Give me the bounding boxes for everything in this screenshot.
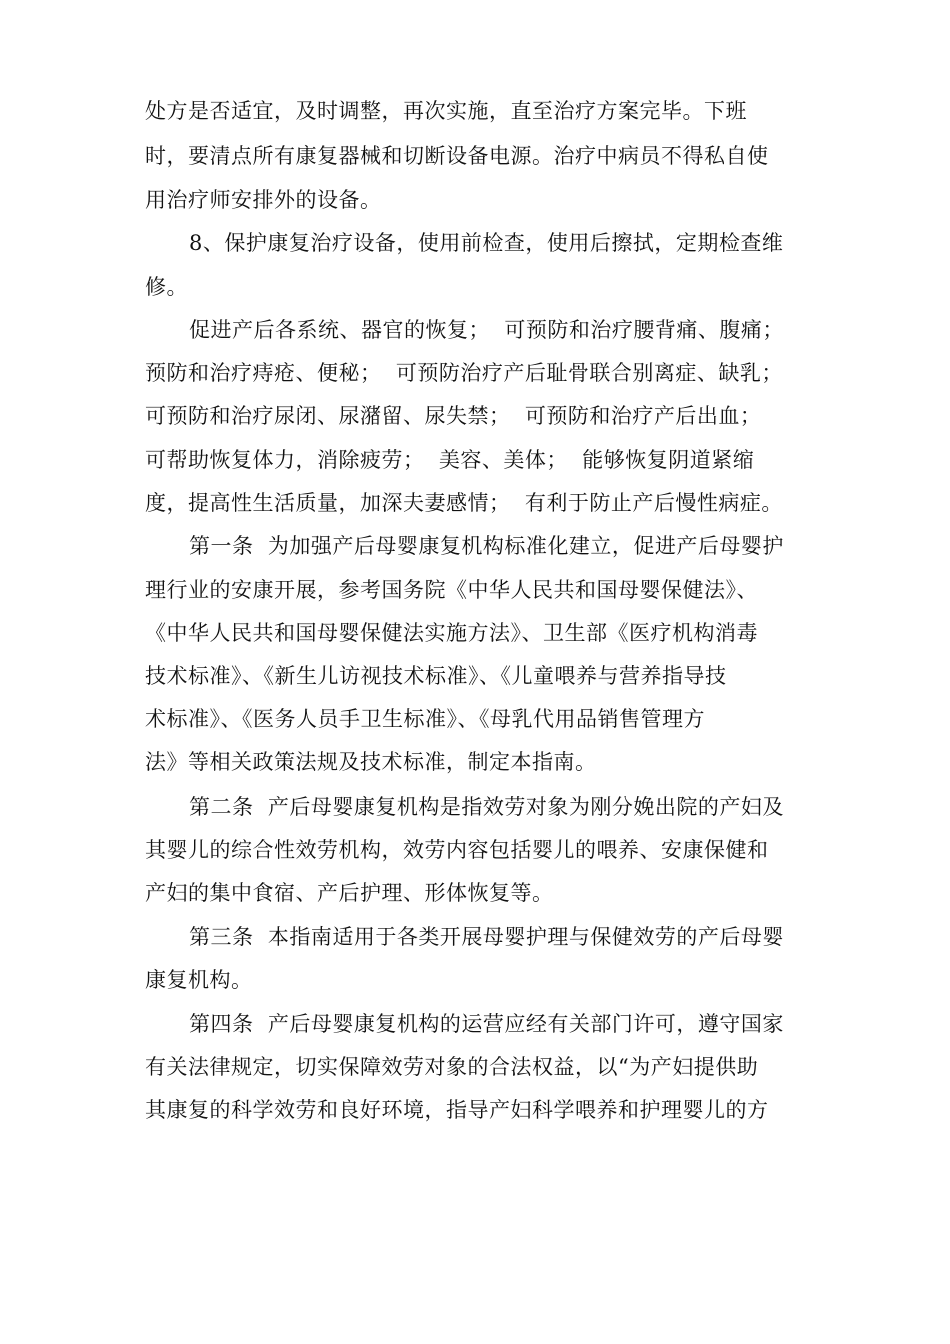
text-line: 8、保护康复治疗设备，使用前检查，使用后擦拭，定期检查维 bbox=[189, 231, 784, 255]
text-line: 第一条 为加强产后母婴康复机构标准化建立，促进产后母婴护 bbox=[189, 534, 784, 558]
text-line: 产妇的集中食宿、产后护理、形体恢复等。 bbox=[145, 881, 554, 905]
text-line: 其康复的科学效劳和良好环境，指导产妇科学喂养和护理婴儿的方 bbox=[145, 1098, 769, 1122]
text-line: 第二条 产后母婴康复机构是指效劳对象为刚分娩出院的产妇及 bbox=[189, 795, 784, 819]
text-line: 法》等相关政策法规及技术标准，制定本指南。 bbox=[145, 750, 597, 774]
text-line: 第三条 本指南适用于各类开展母婴护理与保健效劳的产后母婴 bbox=[189, 925, 784, 949]
text-line: 理行业的安康开展，参考国务院《中华人民共和国母婴保健法》、 bbox=[145, 578, 758, 602]
text-line: 用治疗师安排外的设备。 bbox=[145, 188, 382, 212]
text-line: 修。 bbox=[145, 275, 188, 299]
text-line: 预防和治疗痔疮、便秘； 可预防治疗产后耻骨联合别离症、缺乳； bbox=[145, 361, 783, 385]
text-line: 《中华人民共和国母婴保健法实施方法》、卫生部《医疗机构消毒 bbox=[145, 621, 758, 645]
text-line: 有关法律规定，切实保障效劳对象的合法权益，以“为产妇提供助 bbox=[145, 1055, 759, 1079]
text-line: 时，要清点所有康复器械和切断设备电源。治疗中病员不得私自使 bbox=[145, 144, 769, 168]
text-line: 可预防和治疗尿闭、尿潴留、尿失禁； 可预防和治疗产后出血； bbox=[145, 404, 762, 428]
text-line: 康复机构。 bbox=[145, 968, 253, 992]
text-line: 促进产后各系统、器官的恢复； 可预防和治疗腰背痛、腹痛； bbox=[189, 318, 784, 342]
text-line: 第四条 产后母婴康复机构的运营应经有关部门许可，遵守国家 bbox=[189, 1012, 784, 1036]
text-line: 处方是否适宜，及时调整，再次实施，直至治疗方案完毕。下班 bbox=[145, 99, 747, 123]
text-line: 术标准》、《医务人员手卫生标准》、《母乳代用品销售管理方 bbox=[145, 707, 705, 731]
text-line: 技术标准》、《新生儿访视技术标准》、《儿童喂养与营养指导技 bbox=[145, 664, 727, 688]
text-line: 度，提高性生活质量，加深夫妻感情； 有利于防止产后慢性病症。 bbox=[145, 491, 783, 515]
text-line: 可帮助恢复体力，消除疲劳； 美容、美体； 能够恢复阴道紧缩 bbox=[145, 448, 755, 472]
text-line: 其婴儿的综合性效劳机构，效劳内容包括婴儿的喂养、安康保健和 bbox=[145, 838, 769, 862]
